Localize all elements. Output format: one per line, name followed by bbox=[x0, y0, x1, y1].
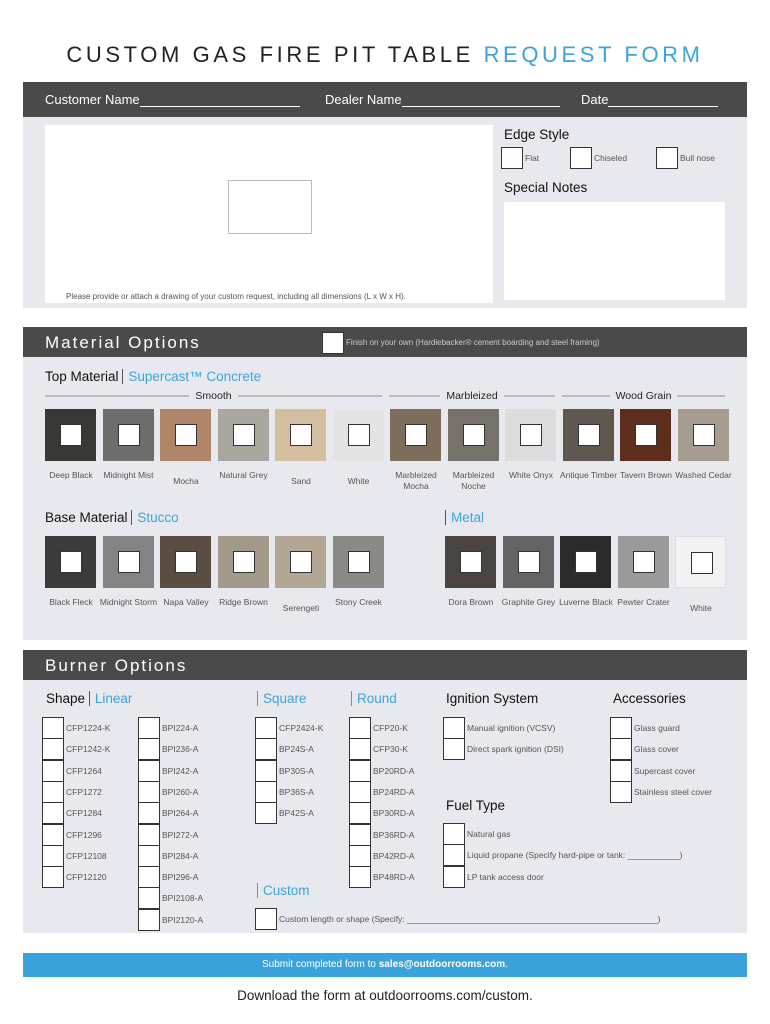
burner-option[interactable]: BP48RD-A bbox=[349, 866, 415, 888]
checkbox[interactable] bbox=[138, 824, 160, 846]
checkbox[interactable] bbox=[443, 866, 465, 888]
swatch-label: Pewter Crater bbox=[617, 597, 670, 607]
group-wood-grain: Wood Grain bbox=[562, 390, 725, 402]
burner-option[interactable]: Liquid propane (Specify hard-pipe or tank: ___________) bbox=[443, 844, 682, 866]
swatch[interactable] bbox=[678, 409, 729, 461]
accessories-heading: Accessories bbox=[613, 691, 686, 706]
swatch-label: Serengeti bbox=[282, 603, 320, 613]
swatch[interactable] bbox=[45, 409, 96, 461]
burner-option[interactable]: CFP12120 bbox=[42, 866, 107, 888]
swatch[interactable] bbox=[275, 409, 326, 461]
burner-option[interactable]: BP24RD-A bbox=[349, 781, 415, 803]
swatch[interactable] bbox=[45, 536, 96, 588]
burner-option[interactable]: Glass guard bbox=[610, 717, 680, 739]
burner-option[interactable]: CFP12108 bbox=[42, 845, 107, 867]
burner-option[interactable]: Direct spark ignition (DSI) bbox=[443, 738, 564, 760]
checkbox[interactable] bbox=[255, 802, 277, 824]
swatch-checkbox[interactable] bbox=[175, 551, 197, 573]
checkbox[interactable] bbox=[349, 717, 371, 739]
checkbox[interactable] bbox=[42, 866, 64, 888]
swatch-label: Tavern Brown bbox=[620, 470, 672, 480]
burner-option[interactable]: CFP20-K bbox=[349, 717, 408, 739]
swatch-checkbox[interactable] bbox=[578, 424, 600, 446]
checkbox[interactable] bbox=[443, 844, 465, 866]
swatch-label: Marbleized Noche bbox=[452, 470, 495, 491]
checkbox[interactable] bbox=[255, 908, 277, 930]
swatch-checkbox[interactable] bbox=[290, 424, 312, 446]
checkbox[interactable] bbox=[255, 738, 277, 760]
burner-option[interactable]: Natural gas bbox=[443, 823, 510, 845]
swatch[interactable] bbox=[275, 536, 326, 588]
burner-option[interactable]: BPI224-A bbox=[138, 717, 198, 739]
finish-own-checkbox[interactable] bbox=[322, 332, 344, 354]
burner-option[interactable]: BPI296-A bbox=[138, 866, 198, 888]
burner-option[interactable]: BP30S-A bbox=[255, 760, 314, 782]
email-link[interactable]: sales@outdoorrooms.com bbox=[378, 959, 506, 970]
checkbox[interactable] bbox=[255, 760, 277, 782]
metal-heading: Metal bbox=[445, 510, 484, 525]
checkbox[interactable] bbox=[42, 845, 64, 867]
swatch[interactable] bbox=[103, 409, 154, 461]
checkbox[interactable] bbox=[349, 738, 371, 760]
checkbox[interactable] bbox=[349, 802, 371, 824]
burner-option[interactable]: BPI2120-A bbox=[138, 909, 203, 931]
burner-option[interactable]: CFP1264 bbox=[42, 760, 102, 782]
checkbox[interactable] bbox=[42, 802, 64, 824]
checkbox[interactable] bbox=[443, 717, 465, 739]
checkbox[interactable] bbox=[42, 760, 64, 782]
checkbox[interactable] bbox=[349, 866, 371, 888]
swatch-checkbox[interactable] bbox=[575, 551, 597, 573]
checkbox[interactable] bbox=[349, 824, 371, 846]
customer-name-field[interactable]: Customer Name bbox=[45, 92, 300, 107]
round-heading: Round bbox=[351, 691, 397, 706]
burner-option[interactable]: BPI2108-A bbox=[138, 887, 203, 909]
burner-option[interactable]: CFP1284 bbox=[42, 802, 102, 824]
swatch-label: Luverne Black bbox=[559, 597, 613, 607]
checkbox[interactable] bbox=[42, 781, 64, 803]
ignition-heading: Ignition System bbox=[446, 691, 539, 706]
checkbox[interactable] bbox=[349, 845, 371, 867]
swatch-checkbox[interactable] bbox=[118, 424, 140, 446]
edge-bull-nose[interactable]: Bull nose bbox=[656, 147, 715, 169]
swatch-label: White bbox=[690, 603, 712, 613]
square-heading: Square bbox=[257, 691, 307, 706]
burner-option[interactable]: CFP1242-K bbox=[42, 738, 110, 760]
checkbox[interactable] bbox=[138, 802, 160, 824]
swatch[interactable] bbox=[620, 409, 671, 461]
burner-option[interactable]: BP30RD-A bbox=[349, 802, 415, 824]
swatch-label: Deep Black bbox=[49, 470, 93, 480]
swatch[interactable] bbox=[333, 409, 384, 461]
swatch[interactable] bbox=[445, 536, 496, 588]
checkbox[interactable] bbox=[138, 781, 160, 803]
swatch[interactable] bbox=[675, 536, 726, 588]
burner-option[interactable]: CFP2424-K bbox=[255, 717, 323, 739]
checkbox[interactable] bbox=[138, 717, 160, 739]
burner-option[interactable]: BP42S-A bbox=[255, 802, 314, 824]
checkbox[interactable] bbox=[138, 760, 160, 782]
checkbox[interactable] bbox=[443, 738, 465, 760]
burner-option[interactable]: BP36S-A bbox=[255, 781, 314, 803]
burner-option[interactable]: BP20RD-A bbox=[349, 760, 415, 782]
swatch-checkbox[interactable] bbox=[348, 551, 370, 573]
download-note: Download the form at outdoorrooms.com/custom. bbox=[237, 988, 533, 1003]
fuel-type-heading: Fuel Type bbox=[446, 798, 506, 813]
burner-option[interactable]: BPI264-A bbox=[138, 802, 198, 824]
swatch[interactable] bbox=[448, 409, 499, 461]
drawing-placeholder bbox=[228, 180, 312, 234]
swatch-checkbox[interactable] bbox=[463, 424, 485, 446]
base-material-heading: Base Material Stucco bbox=[45, 510, 179, 525]
swatch[interactable] bbox=[218, 536, 269, 588]
swatch[interactable] bbox=[503, 536, 554, 588]
top-material-heading: Top Material Supercast™ Concrete bbox=[45, 369, 262, 384]
swatch-label: Midnight Storm bbox=[99, 597, 158, 607]
burner-option[interactable]: Supercast cover bbox=[610, 760, 695, 782]
burner-option[interactable]: Stainless steel cover bbox=[610, 781, 712, 803]
custom-heading: Custom bbox=[257, 883, 310, 898]
material-options-heading: Material Options bbox=[45, 333, 201, 352]
swatch-label: Midnight Mist bbox=[103, 470, 154, 480]
burner-option[interactable]: BPI236-A bbox=[138, 738, 198, 760]
swatch[interactable] bbox=[218, 409, 269, 461]
checkbox[interactable] bbox=[138, 866, 160, 888]
shape-heading: Shape Linear bbox=[46, 691, 133, 706]
edge-chiseled[interactable]: Chiseled bbox=[570, 147, 627, 169]
swatch-label: White bbox=[347, 476, 370, 486]
swatch[interactable] bbox=[103, 536, 154, 588]
checkbox[interactable] bbox=[610, 717, 632, 739]
swatch[interactable] bbox=[160, 409, 211, 461]
swatch-checkbox[interactable] bbox=[118, 551, 140, 573]
special-notes-heading: Special Notes bbox=[504, 180, 588, 195]
swatch-label: Graphite Grey bbox=[501, 597, 556, 607]
burner-options-heading: Burner Options bbox=[45, 656, 188, 675]
burner-option[interactable]: CFP1296 bbox=[42, 824, 102, 846]
burner-option[interactable]: BP36RD-A bbox=[349, 824, 415, 846]
checkbox[interactable] bbox=[443, 823, 465, 845]
burner-option[interactable]: CFP1272 bbox=[42, 781, 102, 803]
submit-banner: Submit completed form to sales@outdoorrooms.com. bbox=[23, 953, 747, 977]
finish-own-label: Finish on your own (Hardiebacker® cement boarding and steel framing) bbox=[346, 338, 600, 347]
swatch-label: Black Fleck bbox=[49, 597, 93, 607]
drawing-caption: Please provide or attach a drawing of your custom request, including all dimensions (L x W x H). bbox=[66, 292, 406, 301]
group-smooth: Smooth bbox=[45, 390, 382, 402]
date-field[interactable]: Date bbox=[581, 92, 718, 107]
burner-option[interactable]: Glass cover bbox=[610, 738, 679, 760]
swatch[interactable] bbox=[618, 536, 669, 588]
checkbox[interactable] bbox=[138, 909, 160, 931]
swatch[interactable] bbox=[505, 409, 556, 461]
group-marbleized: Marbleized bbox=[389, 390, 555, 402]
checkbox[interactable] bbox=[349, 760, 371, 782]
swatch-checkbox[interactable] bbox=[60, 551, 82, 573]
burner-option[interactable]: BPI284-A bbox=[138, 845, 198, 867]
swatch[interactable] bbox=[390, 409, 441, 461]
swatch-label: Dora Brown bbox=[448, 597, 494, 607]
checkbox[interactable] bbox=[138, 887, 160, 909]
swatch-checkbox[interactable] bbox=[348, 424, 370, 446]
swatch-checkbox[interactable] bbox=[633, 551, 655, 573]
burner-option[interactable]: BPI272-A bbox=[138, 824, 198, 846]
checkbox[interactable] bbox=[349, 781, 371, 803]
checkbox[interactable] bbox=[42, 738, 64, 760]
swatch-checkbox[interactable] bbox=[520, 424, 542, 446]
burner-option[interactable]: BPI242-A bbox=[138, 760, 198, 782]
checkbox[interactable] bbox=[255, 781, 277, 803]
edge-style-heading: Edge Style bbox=[504, 127, 570, 142]
burner-option[interactable]: Custom length or shape (Specify: _____________________________________________________) bbox=[255, 908, 660, 930]
swatch-checkbox[interactable] bbox=[405, 424, 427, 446]
swatch-label: Napa Valley bbox=[163, 597, 209, 607]
swatch-label: Marbleized Mocha bbox=[395, 470, 437, 491]
swatch-checkbox[interactable] bbox=[290, 551, 312, 573]
swatch-label: Sand bbox=[291, 476, 311, 486]
swatch-checkbox[interactable] bbox=[233, 424, 255, 446]
dealer-name-field[interactable]: Dealer Name bbox=[325, 92, 560, 107]
burner-option[interactable]: BP24S-A bbox=[255, 738, 314, 760]
swatch[interactable] bbox=[563, 409, 614, 461]
swatch-checkbox[interactable] bbox=[635, 424, 657, 446]
swatch-checkbox[interactable] bbox=[518, 551, 540, 573]
swatch-label: Washed Cedar bbox=[675, 470, 732, 480]
swatch-checkbox[interactable] bbox=[233, 551, 255, 573]
swatch-checkbox[interactable] bbox=[691, 552, 713, 574]
checkbox[interactable] bbox=[255, 717, 277, 739]
special-notes-input[interactable] bbox=[504, 202, 725, 300]
swatch-checkbox[interactable] bbox=[460, 551, 482, 573]
edge-flat[interactable]: Flat bbox=[501, 147, 539, 169]
swatch-label: Antique Timber bbox=[559, 470, 618, 480]
swatch[interactable] bbox=[560, 536, 611, 588]
swatch-checkbox[interactable] bbox=[175, 424, 197, 446]
checkbox[interactable] bbox=[42, 824, 64, 846]
form-title: CUSTOM GAS FIRE PIT TABLE REQUEST FORM bbox=[66, 42, 704, 67]
burner-option[interactable]: Manual ignition (VCSV) bbox=[443, 717, 555, 739]
swatch-label: Natural Grey bbox=[219, 470, 268, 480]
checkbox[interactable] bbox=[42, 717, 64, 739]
burner-option[interactable]: BPI260-A bbox=[138, 781, 198, 803]
checkbox[interactable] bbox=[138, 845, 160, 867]
checkbox[interactable] bbox=[138, 738, 160, 760]
swatch-checkbox[interactable] bbox=[693, 424, 715, 446]
burner-option[interactable]: LP tank access door bbox=[443, 866, 544, 888]
swatch[interactable] bbox=[333, 536, 384, 588]
burner-option[interactable]: CFP30-K bbox=[349, 738, 408, 760]
swatch-checkbox[interactable] bbox=[60, 424, 82, 446]
checkbox[interactable] bbox=[610, 760, 632, 782]
checkbox[interactable] bbox=[610, 738, 632, 760]
swatch-label: Mocha bbox=[173, 476, 199, 486]
checkbox[interactable] bbox=[610, 781, 632, 803]
burner-option[interactable]: CFP1224-K bbox=[42, 717, 110, 739]
swatch-label: White Onyx bbox=[509, 470, 553, 480]
swatch-label: Stony Creek bbox=[335, 597, 382, 607]
burner-option[interactable]: BP42RD-A bbox=[349, 845, 415, 867]
swatch-label: Ridge Brown bbox=[219, 597, 268, 607]
swatch[interactable] bbox=[160, 536, 211, 588]
